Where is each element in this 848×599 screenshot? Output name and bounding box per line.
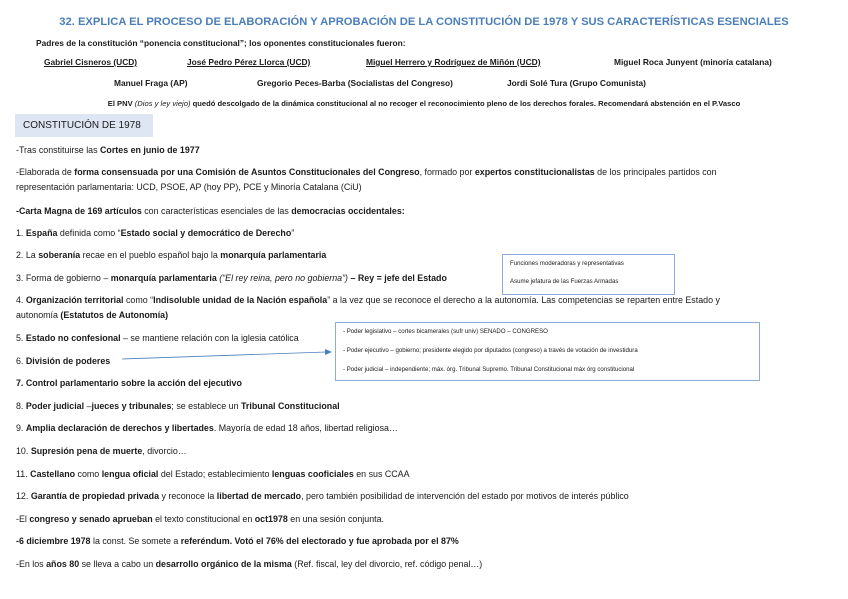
item-3: 3. Forma de gobierno – monarquía parlamentaria (“El rey reina, pero no gobierna”) – Rey = jefe del Estado xyxy=(16,273,447,283)
line-cortes: -Tras constituirse las Cortes en junio de 1977 xyxy=(16,145,200,155)
father-herrero: Miguel Herrero y Rodríguez de Miñón (UCD) xyxy=(366,57,541,67)
line-elaborada: -Elaborada de forma consensuada por una Comisión de Asuntos Constitucionales del Congreso, formado por expertos constitucionalistas de los principales partidos con xyxy=(16,167,717,177)
item-4: 4. Organización territorial como “Indisoluble unidad de la Nación española” a la vez que se reconoce el derecho a la autonomía. Las competencias se reparten entre Estado y xyxy=(16,295,720,305)
item-9: 9. Amplia declaración de derechos y libertades. Mayoría de edad 18 años, libertad religiosa… xyxy=(16,423,398,433)
father-perez-llorca: José Pedro Pérez Llorca (UCD) xyxy=(187,57,311,67)
line-referendum: -6 diciembre 1978 la const. Se somete a referéndum. Votó el 76% del electorado y fue aprobada por el 87% xyxy=(16,536,459,546)
item-2: 2. La soberanía recae en el pueblo español bajo la monarquía parlamentaria xyxy=(16,250,327,260)
power-legislative: - Poder legislativo – cortes bicamerales (sufr univ) SENADO – CONGRESO xyxy=(343,328,548,335)
line-aprobacion: -El congreso y senado aprueban el texto constitucional en oct1978 en una sesión conjunta. xyxy=(16,514,385,524)
father-peces-barba: Gregorio Peces-Barba (Socialistas del Congreso) xyxy=(257,78,453,88)
rey-function-item: Asume jefatura de las Fuerzas Armadas xyxy=(510,278,619,285)
fathers-intro: Padres de la constitución “ponencia constitucional”; los oponentes constitucionales fueron: xyxy=(36,38,406,48)
item-5: 5. Estado no confesional – se mantiene relación con la iglesia católica xyxy=(16,333,299,343)
item-10: 10. Supresión pena de muerte, divorcio… xyxy=(16,446,187,456)
father-roca: Miguel Roca Junyent (minoría catalana) xyxy=(614,57,772,67)
line-desarrollo: -En los años 80 se lleva a cabo un desarrollo orgánico de la misma (Ref. fiscal, ley del divorcio, ref. código penal…) xyxy=(16,559,483,569)
father-cisneros: Gabriel Cisneros (UCD) xyxy=(44,57,138,67)
item-1: 1. España definida como “Estado social y democrático de Derecho” xyxy=(16,228,295,238)
line-elaborada-cont: representación parlamentaria: UCD, PSOE, AP (hoy PP), PCE y Minoría Catalana (CiU) xyxy=(16,182,362,192)
pnv-note: El PNV (Dios y ley viejo) quedó descolgado de la dinámica constitucional al no recoger el reconocimiento pleno de los derechos forales. Recomendará abstención en el P.Vasco xyxy=(107,99,741,108)
item-8: 8. Poder judicial –jueces y tribunales; se establece un Tribunal Constitucional xyxy=(16,401,340,411)
power-judicial: - Poder judicial – independiente; máx. órg. Tribunal Supremo. Tribunal Constitucional máx órg constitucional xyxy=(343,366,635,373)
document-title: 32. EXPLICA EL PROCESO DE ELABORACIÓN Y APROBACIÓN DE LA CONSTITUCIÓN DE 1978 Y SUS CARACTERÍSTICAS ESENCIALES xyxy=(59,16,789,28)
line-carta-magna: -Carta Magna de 169 artículos con características esenciales de las democracias occidentales: xyxy=(16,206,405,216)
item-6: 6. División de poderes xyxy=(16,356,111,366)
father-sole-tura: Jordi Solé Tura (Grupo Comunista) xyxy=(507,78,646,88)
item-7: 7. Control parlamentario sobre la acción del ejecutivo xyxy=(16,378,242,388)
section-heading: CONSTITUCIÓN DE 1978 xyxy=(15,114,153,137)
rey-function-item: Funciones moderadoras y representativas xyxy=(510,260,624,267)
power-executive: - Poder ejecutivo – gobierno; presidente elegido por diputados (congreso) a través de votación de investidura xyxy=(343,347,638,354)
item-11: 11. Castellano como lengua oficial del Estado; establecimiento lenguas cooficiales en sus CCAA xyxy=(16,469,410,479)
item-12: 12. Garantía de propiedad privada y reconoce la libertad de mercado, pero también posibilidad de intervención del estado por motivos de interés público xyxy=(16,491,629,501)
item-4-cont: autonomía (Estatutos de Autonomía) xyxy=(16,310,169,320)
father-fraga: Manuel Fraga (AP) xyxy=(114,78,188,88)
